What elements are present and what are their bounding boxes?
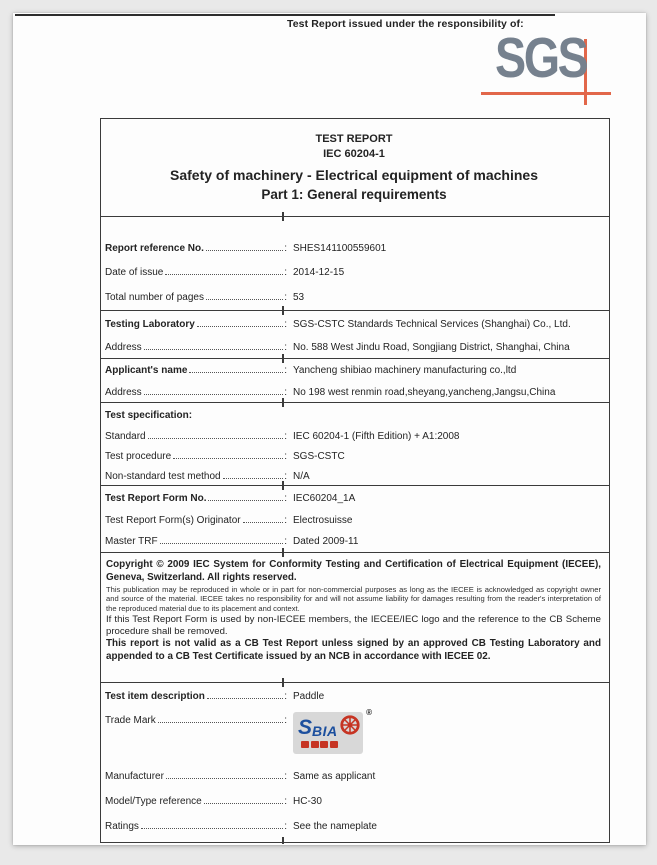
trademark-logo-letters-row (298, 715, 359, 739)
field-row-trade-mark (105, 708, 603, 764)
leader-colon: : (284, 342, 287, 353)
sgs-logo (468, 26, 638, 118)
sgs-logo-horizontal-line (481, 92, 611, 95)
field-label-text: Date of issue (105, 267, 164, 279)
field-value: Paddle (293, 691, 325, 702)
applicant-section (101, 359, 609, 403)
field-label-text: Address (105, 342, 142, 353)
leader-colon: : (284, 471, 287, 483)
field-label-text: Test procedure (105, 450, 172, 462)
copyright-paragraph: This report is not valid as a CB Test Report unless signed by an approved CB Testing Laboratory and appended to a CB Test Certificate issued by an NCB in accordance with IECEE 02. (106, 638, 601, 662)
leader-dots (173, 458, 283, 459)
field-value: 2014-12-15 (293, 267, 345, 279)
field-value: 53 (293, 291, 305, 303)
field-label-text: Model/Type reference (105, 796, 202, 807)
field-label (105, 243, 287, 254)
field-label-text: Report reference No. (105, 242, 204, 254)
field-row-applicant-s-name (105, 360, 603, 382)
trademark-letters-rest: BIA (312, 723, 338, 739)
leader-colon: : (284, 450, 287, 462)
testing-laboratory-section (101, 311, 609, 359)
field-label (105, 796, 287, 807)
field-label (105, 691, 287, 702)
field-label (105, 342, 287, 353)
trademark-logo-box (293, 708, 372, 754)
leader-dots (144, 394, 284, 395)
field-row-address (105, 336, 603, 359)
trademark-red-characters-strip (301, 741, 359, 748)
trademark-letter-s: S (298, 716, 313, 739)
field-row-total-number-of-pages (105, 285, 603, 310)
field-value: Yancheng shibiao machinery manufacturing co.,ltd (293, 365, 517, 377)
field-value (287, 708, 603, 754)
field-row-test-procedure (105, 446, 603, 466)
leader-colon: : (284, 242, 287, 254)
field-label-text: Testing Laboratory (105, 319, 195, 330)
test-specification-section (101, 403, 609, 486)
leader-colon: : (284, 267, 287, 279)
trademark-character-block (330, 741, 338, 748)
field-row-test-report-form-s-originator (105, 510, 603, 532)
field-label (105, 821, 287, 832)
field-label-text: Applicant's name (105, 365, 188, 377)
field-row-standard (105, 426, 603, 446)
copyright-paragraph: If this Test Report Form is used by non-IECEE members, the IECEE/IEC logo and the reference to the CB Scheme procedure shall be removed. (106, 613, 601, 637)
field-value: No. 588 West Jindu Road, Songjiang District, Shanghai, China (293, 342, 570, 353)
leader-dots (160, 543, 284, 544)
field-label-text: Master TRF (105, 536, 158, 548)
field-label (105, 536, 287, 547)
field-label-text: Test item description (105, 691, 205, 702)
leader-colon: : (284, 493, 287, 505)
header-issued-text: Test Report issued under the responsibility of: (287, 18, 524, 30)
leader-dots (207, 698, 283, 699)
report-title-line-2: IEC 60204-1 (323, 148, 385, 160)
field-row-report-reference-no (105, 236, 603, 261)
leader-dots (206, 250, 283, 251)
field-row-master-trf (105, 531, 603, 553)
leader-dots (243, 522, 284, 523)
leader-colon: : (284, 796, 287, 807)
trademark-character-block (301, 741, 309, 748)
field-label (105, 771, 287, 782)
leader-colon: : (284, 430, 287, 442)
leader-dots (148, 438, 284, 439)
report-title-line-3: Safety of machinery - Electrical equipment of machines (170, 167, 538, 183)
report-page (13, 13, 646, 845)
field-value: Same as applicant (293, 771, 376, 782)
leader-dots (158, 722, 283, 723)
leader-colon: : (284, 536, 287, 548)
registered-mark: ® (366, 708, 372, 717)
section-heading-test-specification: Test specification: (105, 410, 193, 421)
leader-dots (223, 478, 284, 479)
field-label-text: Trade Mark (105, 715, 156, 726)
field-label (105, 515, 287, 526)
field-value: See the nameplate (293, 821, 377, 832)
report-reference-section (101, 217, 609, 311)
leader-dots (197, 326, 283, 327)
field-label-text: Test Report Form No. (105, 493, 207, 505)
leader-colon: : (284, 715, 287, 726)
field-row-test-item-description (105, 685, 603, 708)
field-label-text: Total number of pages (105, 291, 204, 303)
field-row-model-type-reference (105, 789, 603, 814)
field-value: IEC60204_1A (293, 493, 356, 505)
trademark-logo (293, 708, 372, 754)
field-label (105, 431, 287, 442)
report-title-line-4: Part 1: General requirements (261, 187, 447, 202)
leader-colon: : (284, 771, 287, 782)
leader-colon: : (284, 291, 287, 303)
report-table (100, 118, 610, 843)
trademark-character-block (311, 741, 319, 748)
field-label-text: Manufacturer (105, 771, 164, 782)
field-row-ratings (105, 814, 603, 839)
field-value: SGS-CSTC (293, 450, 345, 462)
report-title-line-1: TEST REPORT (315, 133, 393, 145)
field-row-non-standard-test-method (105, 467, 603, 487)
field-row-date-of-issue (105, 261, 603, 286)
field-label-text: Test Report Form(s) Originator (105, 514, 241, 526)
leader-dots (189, 372, 283, 373)
field-label (105, 493, 287, 504)
leader-dots (204, 803, 284, 804)
leader-dots (208, 500, 283, 501)
copyright-paragraph: Copyright © 2009 IEC System for Conformity Testing and Certification of Electrical Equipment (IECEE), Geneva, Switzerland. All rights reserved. (106, 559, 601, 583)
field-value: No 198 west renmin road,sheyang,yancheng,Jangsu,China (293, 386, 556, 398)
field-label (105, 471, 287, 482)
test-item-section (101, 683, 609, 842)
header-rule (15, 14, 555, 16)
field-value: IEC 60204-1 (Fifth Edition) + A1:2008 (293, 430, 460, 442)
field-row-test-report-form-no (105, 488, 603, 510)
field-label-text: Address (105, 386, 142, 398)
trademark-character-block (320, 741, 328, 748)
leader-dots (144, 349, 284, 350)
field-label (105, 292, 287, 303)
leader-colon: : (284, 691, 287, 702)
leader-colon: : (284, 514, 287, 526)
leader-dots (165, 274, 283, 275)
field-label (105, 387, 287, 398)
trademark-wheel-icon (339, 714, 361, 739)
sgs-logo-text: SGS (495, 26, 587, 90)
leader-dots (141, 828, 283, 829)
field-value: SGS-CSTC Standards Technical Services (Shanghai) Co., Ltd. (293, 319, 571, 330)
field-value: HC-30 (293, 796, 322, 807)
test-report-form-section (101, 486, 609, 553)
copyright-paragraph: This publication may be reproduced in whole or in part for non-commercial purposes as long as the IECEE is acknowledged as copyright owner and source of the material. IECEE takes no responsibility for and will not assume liability for damages resulting from the reader's interpretation of the reproduced material due to its placement and context. (106, 585, 601, 613)
leader-colon: : (284, 365, 287, 377)
field-row-testing-laboratory (105, 313, 603, 336)
field-label-text: Standard (105, 430, 146, 442)
field-label (105, 365, 287, 376)
report-title-block (101, 119, 609, 217)
leader-colon: : (284, 319, 287, 330)
field-label (105, 708, 287, 726)
field-row-manufacturer (105, 764, 603, 789)
field-label (105, 451, 287, 462)
field-label (105, 319, 287, 330)
field-value: SHES141100559601 (293, 242, 387, 254)
field-label (105, 267, 287, 278)
field-label-text: Non-standard test method (105, 471, 221, 483)
leader-colon: : (284, 386, 287, 398)
field-value: N/A (293, 471, 310, 483)
field-row-address (105, 382, 603, 404)
leader-dots (206, 299, 283, 300)
field-label-text: Ratings (105, 821, 139, 832)
field-value: Dated 2009-11 (293, 536, 359, 548)
field-value: Electrosuisse (293, 514, 353, 526)
leader-colon: : (284, 821, 287, 832)
leader-dots (166, 778, 283, 779)
copyright-section (101, 553, 609, 683)
